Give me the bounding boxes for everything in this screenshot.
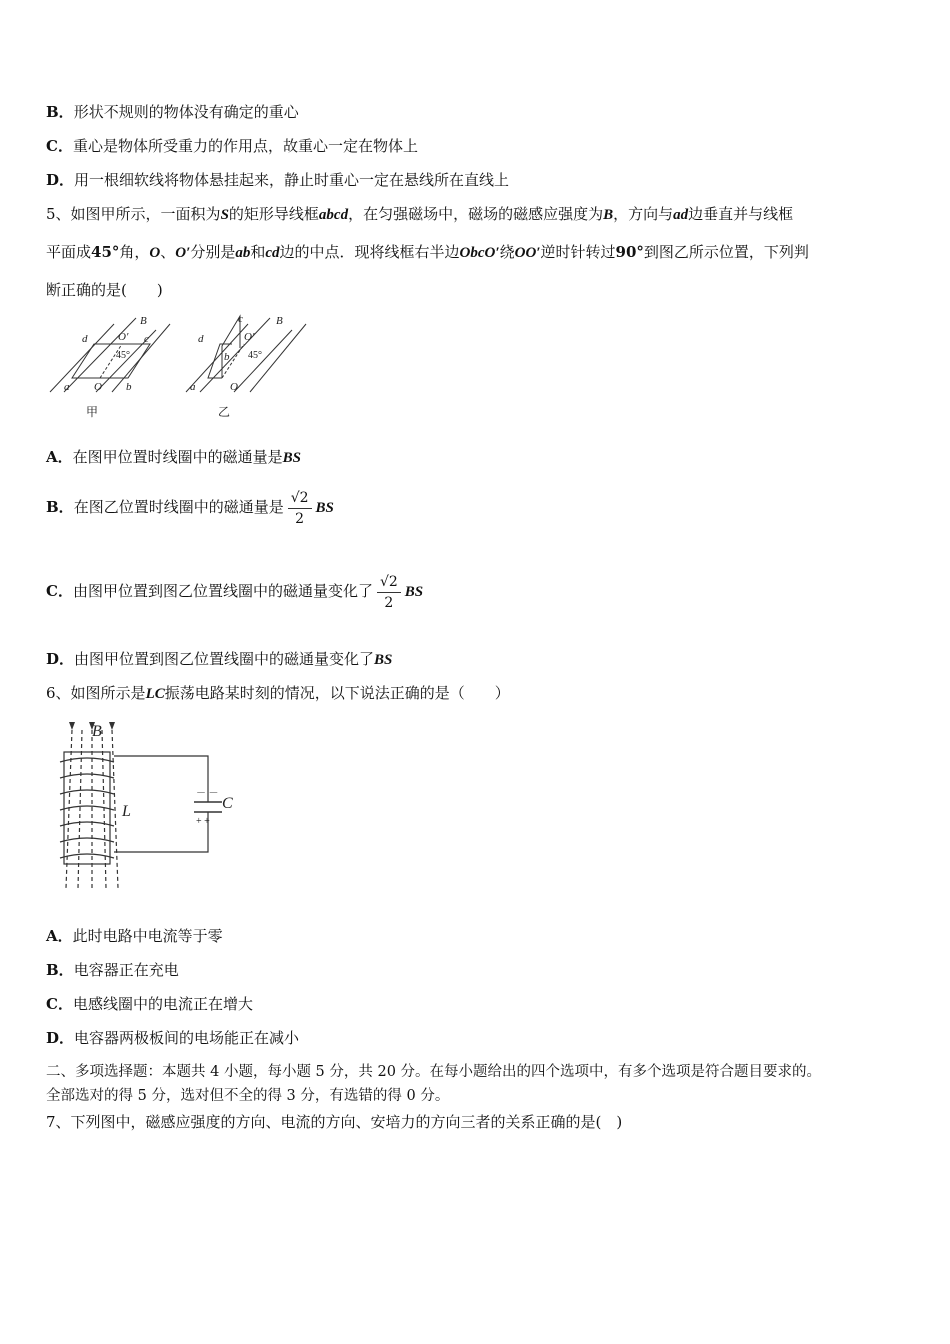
fraction-numerator: √2 [377,572,401,593]
option-text: 由图甲位置到图乙位置线圈中的磁通量变化了 [74,650,375,668]
stem-text: 绕 [499,243,515,261]
option-letter: D． [46,650,75,668]
label-b: b [126,381,132,393]
option-value: BS [315,500,334,516]
option-text: 电容器正在充电 [73,961,179,979]
symbol-abcd: abcd [318,207,349,223]
label-angle-yi: 45° [248,350,262,361]
section2-heading-line2: 全部选对的得 5 分，选对但不全的得 3 分，有选错的得 0 分。 [46,1088,450,1104]
fraction [377,572,401,613]
q5-stem-line3 [46,280,163,300]
label-c-yi: c [238,313,243,325]
label-o-prime: O′ [118,331,129,343]
option-value: BS [404,584,424,600]
stem-text: 边垂直并与线框 [688,205,794,223]
figure-yi [186,316,306,392]
fraction-numerator: √2 [288,488,312,509]
label-a-yi: a [190,381,196,393]
q5-option-a [46,447,301,468]
stem-text: ，在匀强磁场中，磁场的磁感应强度为 [348,205,604,223]
symbol-oo: OO′ [514,245,541,261]
arrow-icon [69,722,75,730]
label-o-prime-yi: O′ [244,331,255,343]
plate-sign-plus: + + [196,816,210,827]
arrow-icon [109,722,115,730]
option-text: 重心是物体所受重力的作用点，故重心一定在物体上 [72,137,418,155]
fraction-denominator: 2 [384,594,394,611]
option-text: 电容器两极板间的电场能正在减小 [74,1029,300,1047]
label-b-yi: b [224,351,230,363]
wire-top [114,756,208,802]
question-number: 5、 [46,205,71,223]
stem-text: 断正确的是( ) [46,281,163,299]
q5-stem-line2 [46,242,809,263]
field-line [112,730,118,888]
label-c: c [144,333,149,345]
caption-jia: 甲 [86,405,99,419]
stem-text: ，方向与 [613,205,674,223]
q5-option-c [46,570,423,613]
stem-text: 平面成 [46,243,92,261]
option-text: 形状不规则的物体没有确定的重心 [73,103,299,121]
symbol-o-prime: O′ [175,245,191,261]
field-line [234,330,292,392]
label-field-b-yi: B [276,315,283,327]
option-letter: D． [46,1029,75,1047]
option-letter: B． [46,961,74,979]
stem-text: 到图乙所示位置，下列判 [643,243,809,261]
fraction [288,488,312,529]
q6-option-c [46,994,253,1014]
symbol-cd: cd [265,245,280,261]
q6-option-a [46,926,223,946]
q6-option-d [46,1028,299,1048]
q4-option-c [46,136,418,156]
symbol-ab: ab [235,245,251,261]
option-letter: B． [46,498,74,516]
angle-90: 90° [615,243,644,261]
stem-text: 和 [250,243,266,261]
fraction-denominator: 2 [295,510,305,527]
caption-yi: 乙 [218,405,231,419]
symbol-lc: LC [145,686,165,702]
option-letter: C． [46,995,73,1013]
symbol-o: O [149,245,161,261]
stem-text: 边的中点．现将线框右半边 [279,243,460,261]
option-text: 在图乙位置时线圈中的磁通量是 [73,498,284,516]
symbol-obco: ObcO′ [459,245,500,261]
option-value: BS [374,652,393,668]
option-text: 电感线圈中的电流正在增大 [72,995,253,1013]
q5-option-d [46,649,392,670]
option-text: 由图甲位置到图乙位置线圈中的磁通量变化了 [72,582,373,600]
label-c: C [222,795,233,812]
q4-option-d [46,170,509,190]
question-number: 7、 [46,1113,71,1131]
symbol-ad: ad [673,207,689,223]
stem-text: 振荡电路某时刻的情况，以下说法正确的是（ ） [164,684,510,702]
label-angle: 45° [116,350,130,361]
option-value: BS [282,450,302,466]
plate-sign-minus: － － [196,788,219,799]
option-text: 在图甲位置时线圈中的磁通量是 [72,448,283,466]
q7-stem [46,1112,622,1132]
label-d: d [82,333,88,345]
frame-right-half [222,316,240,378]
q5-option-b [46,486,334,529]
option-letter: C． [46,137,73,155]
stem-text: 如图甲所示，一面积为 [70,205,221,223]
q5-figure [44,310,314,425]
option-letter: A． [46,927,73,945]
label-o: O [94,381,102,393]
stem-text: 角， [119,243,150,261]
stem-text: 的矩形导线框 [228,205,319,223]
label-a: a [64,381,70,393]
stem-text: 逆时针转过 [540,243,616,261]
stem-text: 如图所示是 [70,684,146,702]
angle-45: 45° [91,243,120,261]
option-letter: C． [46,582,73,600]
q4-option-b [46,102,299,122]
symbol-s: S [220,207,229,223]
q6-option-b [46,960,179,980]
label-l: L [122,803,131,820]
label-field-b: B [140,315,147,327]
question-number: 6、 [46,684,71,702]
label-o-yi: O [230,381,238,393]
symbol-b: B [603,207,614,223]
q5-stem-line1 [46,204,793,225]
stem-text: 、 [160,243,176,261]
option-text: 此时电路中电流等于零 [72,927,223,945]
q6-stem [46,683,510,704]
section2-heading-line1: 二、多项选择题：本题共 4 小题，每小题 5 分，共 20 分。在每小题给出的四个选项中，有多个选项是符合题目要求的。 [46,1064,822,1080]
stem-text: 下列图中，磁感应强度的方向、电流的方向、安培力的方向三者的关系正确的是( ) [70,1113,623,1131]
option-letter: D． [46,171,75,189]
option-letter: B． [46,103,74,121]
option-text: 用一根细软线将物体悬挂起来，静止时重心一定在悬线所在直线上 [74,171,510,189]
label-b: B [92,723,102,740]
option-letter: A． [46,448,73,466]
stem-text: 分别是 [190,243,236,261]
q6-lc-circuit-figure [46,716,246,896]
label-d-yi: d [198,333,204,345]
